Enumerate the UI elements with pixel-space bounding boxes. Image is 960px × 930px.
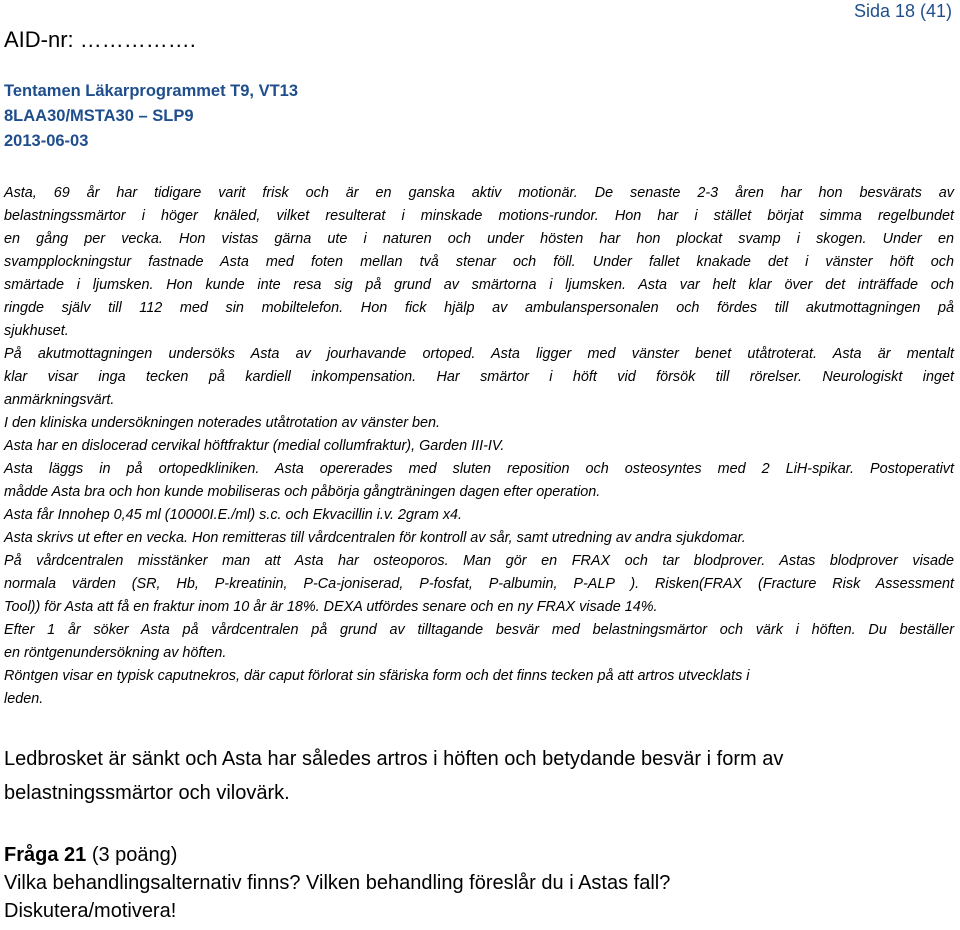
case-line: Röntgen visar en typisk caputnekros, där caput förlorat sin sfäriska form och det finns tecken på att artros utvecklats i [4,668,750,684]
case-line: I den kliniska undersökningen noterades utåtrotation av vänster ben. [4,415,440,431]
page-number: Sida 18 (41) [853,1,952,21]
case-line: normala värden (SR, Hb, P-kreatinin, P-Ca-joniserad, P-fosfat, P-albumin, P-ALP ). Risken(FRAX (Fracture Risk Assessment [4,576,954,592]
case-line: sjukhuset. [4,323,69,339]
case-line: Efter 1 år söker Asta på vårdcentralen på grund av tilltagande besvär med belastningsmärtor och värk i höften. Du beställer [4,622,954,638]
case-line: På vårdcentralen misstänker man att Asta har osteoporos. Man gör en FRAX och tar blodprover. Astas blodprover visade [4,553,954,569]
question-label: Fråga 21 [4,844,87,866]
case-line: smärtade i ljumsken. Hon kunde inte resa sig på grund av smärtorna i ljumsken. Asta var helt klar över det inträffade och [4,277,954,293]
question-text: Vilka behandlingsalternativ finns? Vilken behandling föreslår du i Astas fall? [4,872,671,894]
case-line: Asta läggs in på ortopedkliniken. Asta opererades med sluten reposition och osteosyntes med 2 LiH-spikar. Postoperativt [4,461,954,477]
case-line: anmärkningsvärt. [4,392,115,408]
case-line: Asta har en dislocerad cervikal höftfraktur (medial collumfraktur), Garden III-IV. [4,438,505,454]
case-line: Asta får Innohep 0,45 ml (10000I.E./ml) s.c. och Ekvacillin i.v. 2gram x4. [4,507,463,523]
case-line: klar visar inga tecken på kardiell inkompensation. Har smärtor i höft vid försök till rörelser. Neurologiskt inget [4,369,954,385]
question-instruction: Diskutera/motivera! [4,900,177,922]
case-line: leden. [4,691,44,707]
case-line: en gång per vecka. Hon vistas gärna ute i naturen och under hösten har hon plockat svamp i skogen. Under en [4,231,954,247]
summary-line: belastningssmärtor och vilovärk. [4,782,290,804]
exam-date: 2013-06-03 [4,132,89,150]
exam-title: Tentamen Läkarprogrammet T9, VT13 [4,82,299,100]
case-line: svampplockningstur fastnade Asta med foten mellan två stenar och föll. Under fallet knakade det i vänster höft och [4,254,954,270]
course-code: 8LAA30/MSTA30 – SLP9 [4,107,194,125]
question-points: (3 poäng) [91,844,178,866]
case-line: mådde Asta bra och hon kunde mobiliseras och påbörja gångträningen dagen efter operation. [4,484,601,500]
aid-number: AID-nr: ……………. [4,27,196,52]
case-line: Asta skrivs ut efter en vecka. Hon remitteras till vårdcentralen för kontroll av sår, samt utredning av andra sjukdomar. [4,530,746,546]
case-line: ringde själv till 112 med sin mobiltelefon. Hon fick hjälp av ambulanspersonalen och fördes till akutmottagningen på [4,300,954,316]
summary-line: Ledbrosket är sänkt och Asta har således artros i höften och betydande besvär i form av [4,748,784,770]
question-heading [4,844,177,867]
case-line: Asta, 69 år har tidigare varit frisk och är en ganska aktiv motionär. De senaste 2-3 åren har hon besvärats av [4,185,954,201]
case-line: Tool)) för Asta att få en fraktur inom 10 år är 18%. DEXA utfördes senare och en ny FRAX visade 14%. [4,599,658,615]
case-line: På akutmottagningen undersöks Asta av jourhavande ortoped. Asta ligger med vänster benet utåtroterat. Asta är mentalt [4,346,954,362]
case-line: en röntgenundersökning av höften. [4,645,227,661]
case-line: belastningssmärtor i höger knäled, vilket resulterat i minskade motions-rundor. Hon har i stället börjat simma regelbundet [4,208,954,224]
